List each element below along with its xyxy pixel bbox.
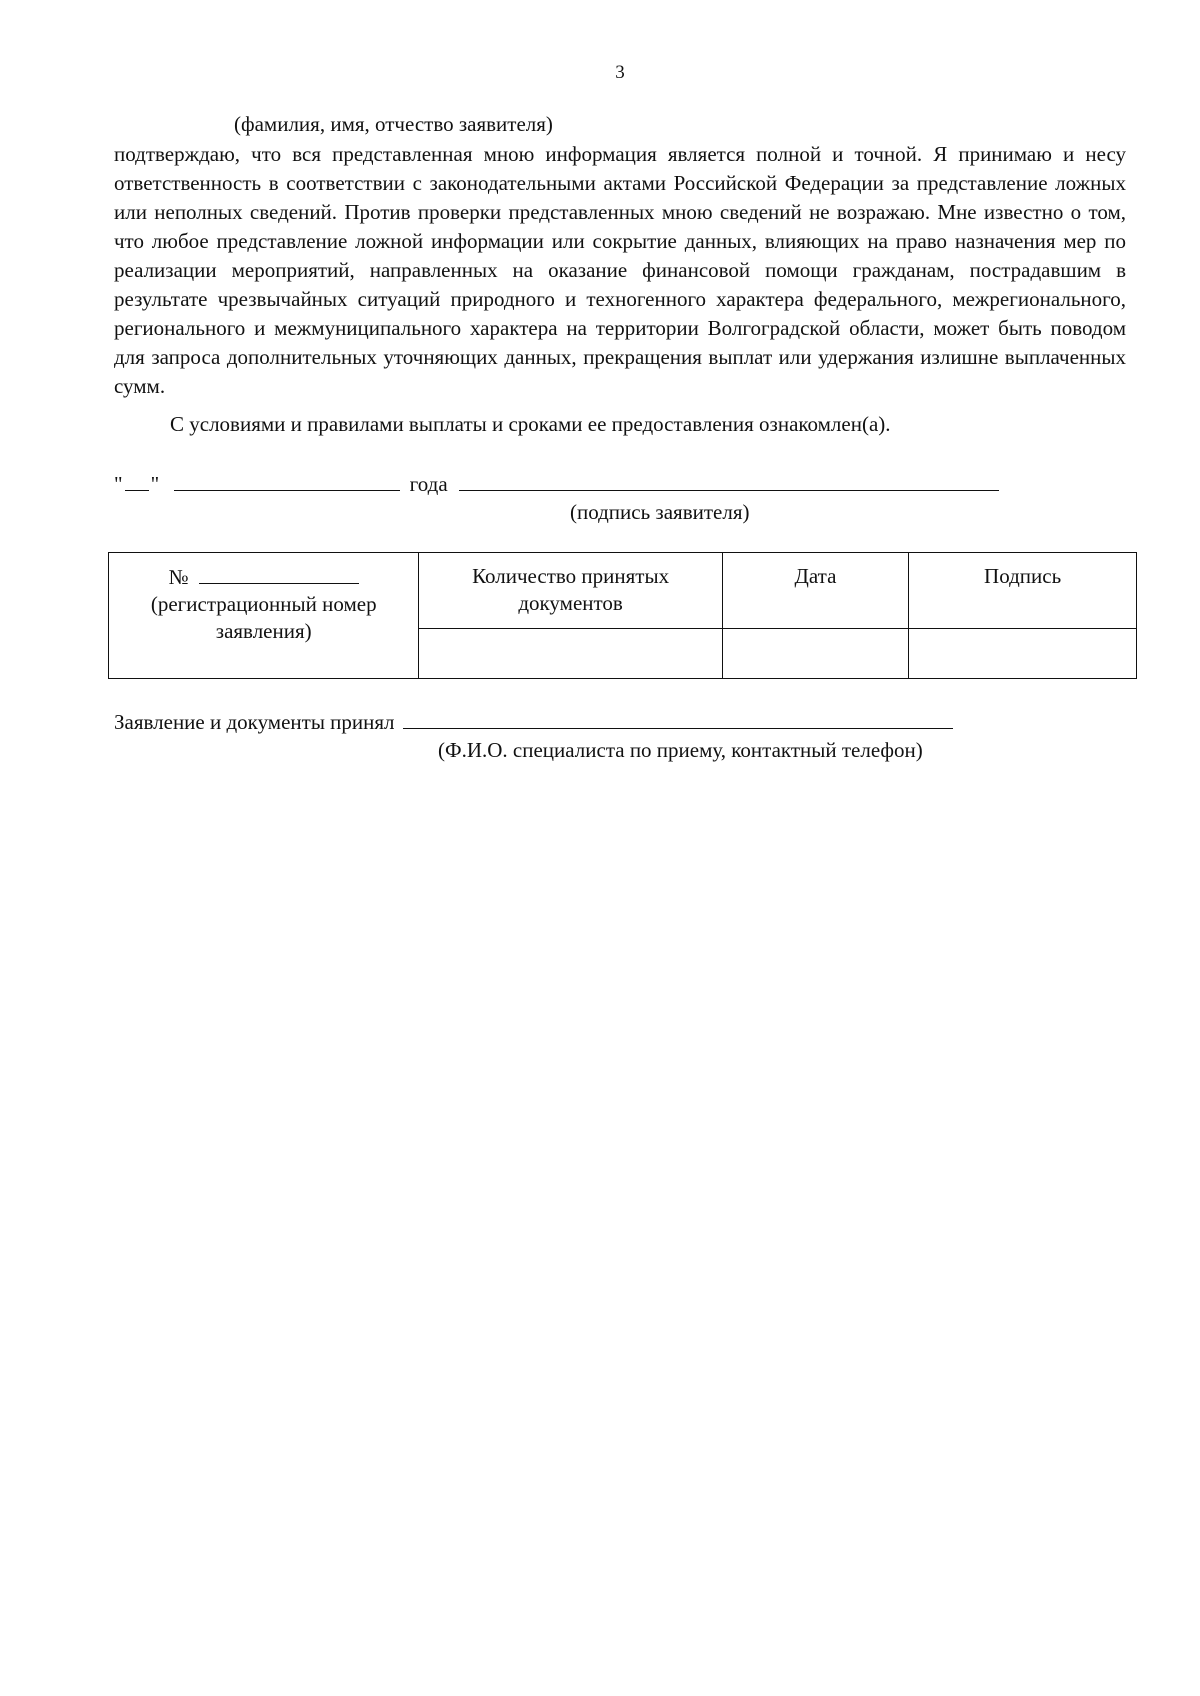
page-number: 3	[615, 62, 625, 83]
signature-caption: (подпись заявителя)	[570, 500, 750, 524]
year-word: года	[409, 472, 448, 496]
date-quote-open: "	[114, 472, 123, 496]
registration-table	[108, 552, 1137, 679]
date-cell[interactable]	[722, 628, 908, 678]
specialist-blank[interactable]	[403, 708, 953, 729]
day-blank[interactable]	[125, 470, 149, 491]
date-line	[114, 470, 999, 497]
month-blank[interactable]	[174, 470, 400, 491]
documents-count-header: Количество принятых документов	[419, 553, 722, 629]
signature-cell[interactable]	[909, 628, 1137, 678]
accepted-label: Заявление и документы принял	[114, 710, 395, 734]
signature-header: Подпись	[909, 553, 1137, 629]
registration-number-caption: (регистрационный номер заявления)	[150, 592, 377, 643]
documents-count-cell[interactable]	[419, 628, 722, 678]
number-sign: №	[168, 565, 189, 589]
date-header: Дата	[722, 553, 908, 629]
registration-number-cell	[109, 553, 419, 679]
registration-number-blank[interactable]	[199, 563, 359, 584]
applicant-signature-blank[interactable]	[459, 470, 999, 491]
applicant-name-caption: (фамилия, имя, отчество заявителя)	[234, 112, 553, 136]
declaration-paragraph: подтверждаю, что вся представленная мною информация является полной и точной. Я принимаю и несу ответственность в соответствии с законодательными актами Российской Федерации за представление ложных или неполных сведений. Против проверки представленных мною сведений не возражаю. Мне известно о том, что любое представление ложной информации или сокрытие данных, влияющих на право назначения мер по реализации мероприятий, направленных на оказание финансовой помощи гражданам, пострадавшим в результате чрезвычайных ситуаций природного и техногенного характера федерального, межрегионального, регионального и межмуниципального характера на территории Волгоградской области, может быть поводом для запроса дополнительных уточняющих данных, прекращения выплат или удержания излишне выплаченных сумм.	[114, 142, 1126, 398]
date-quote-close: "	[150, 472, 160, 496]
accepted-line	[114, 708, 953, 735]
specialist-caption: (Ф.И.О. специалиста по приему, контактный телефон)	[438, 738, 923, 762]
acknowledgement-paragraph: С условиями и правилами выплаты и сроками ее предоставления ознакомлен(а).	[170, 412, 891, 436]
